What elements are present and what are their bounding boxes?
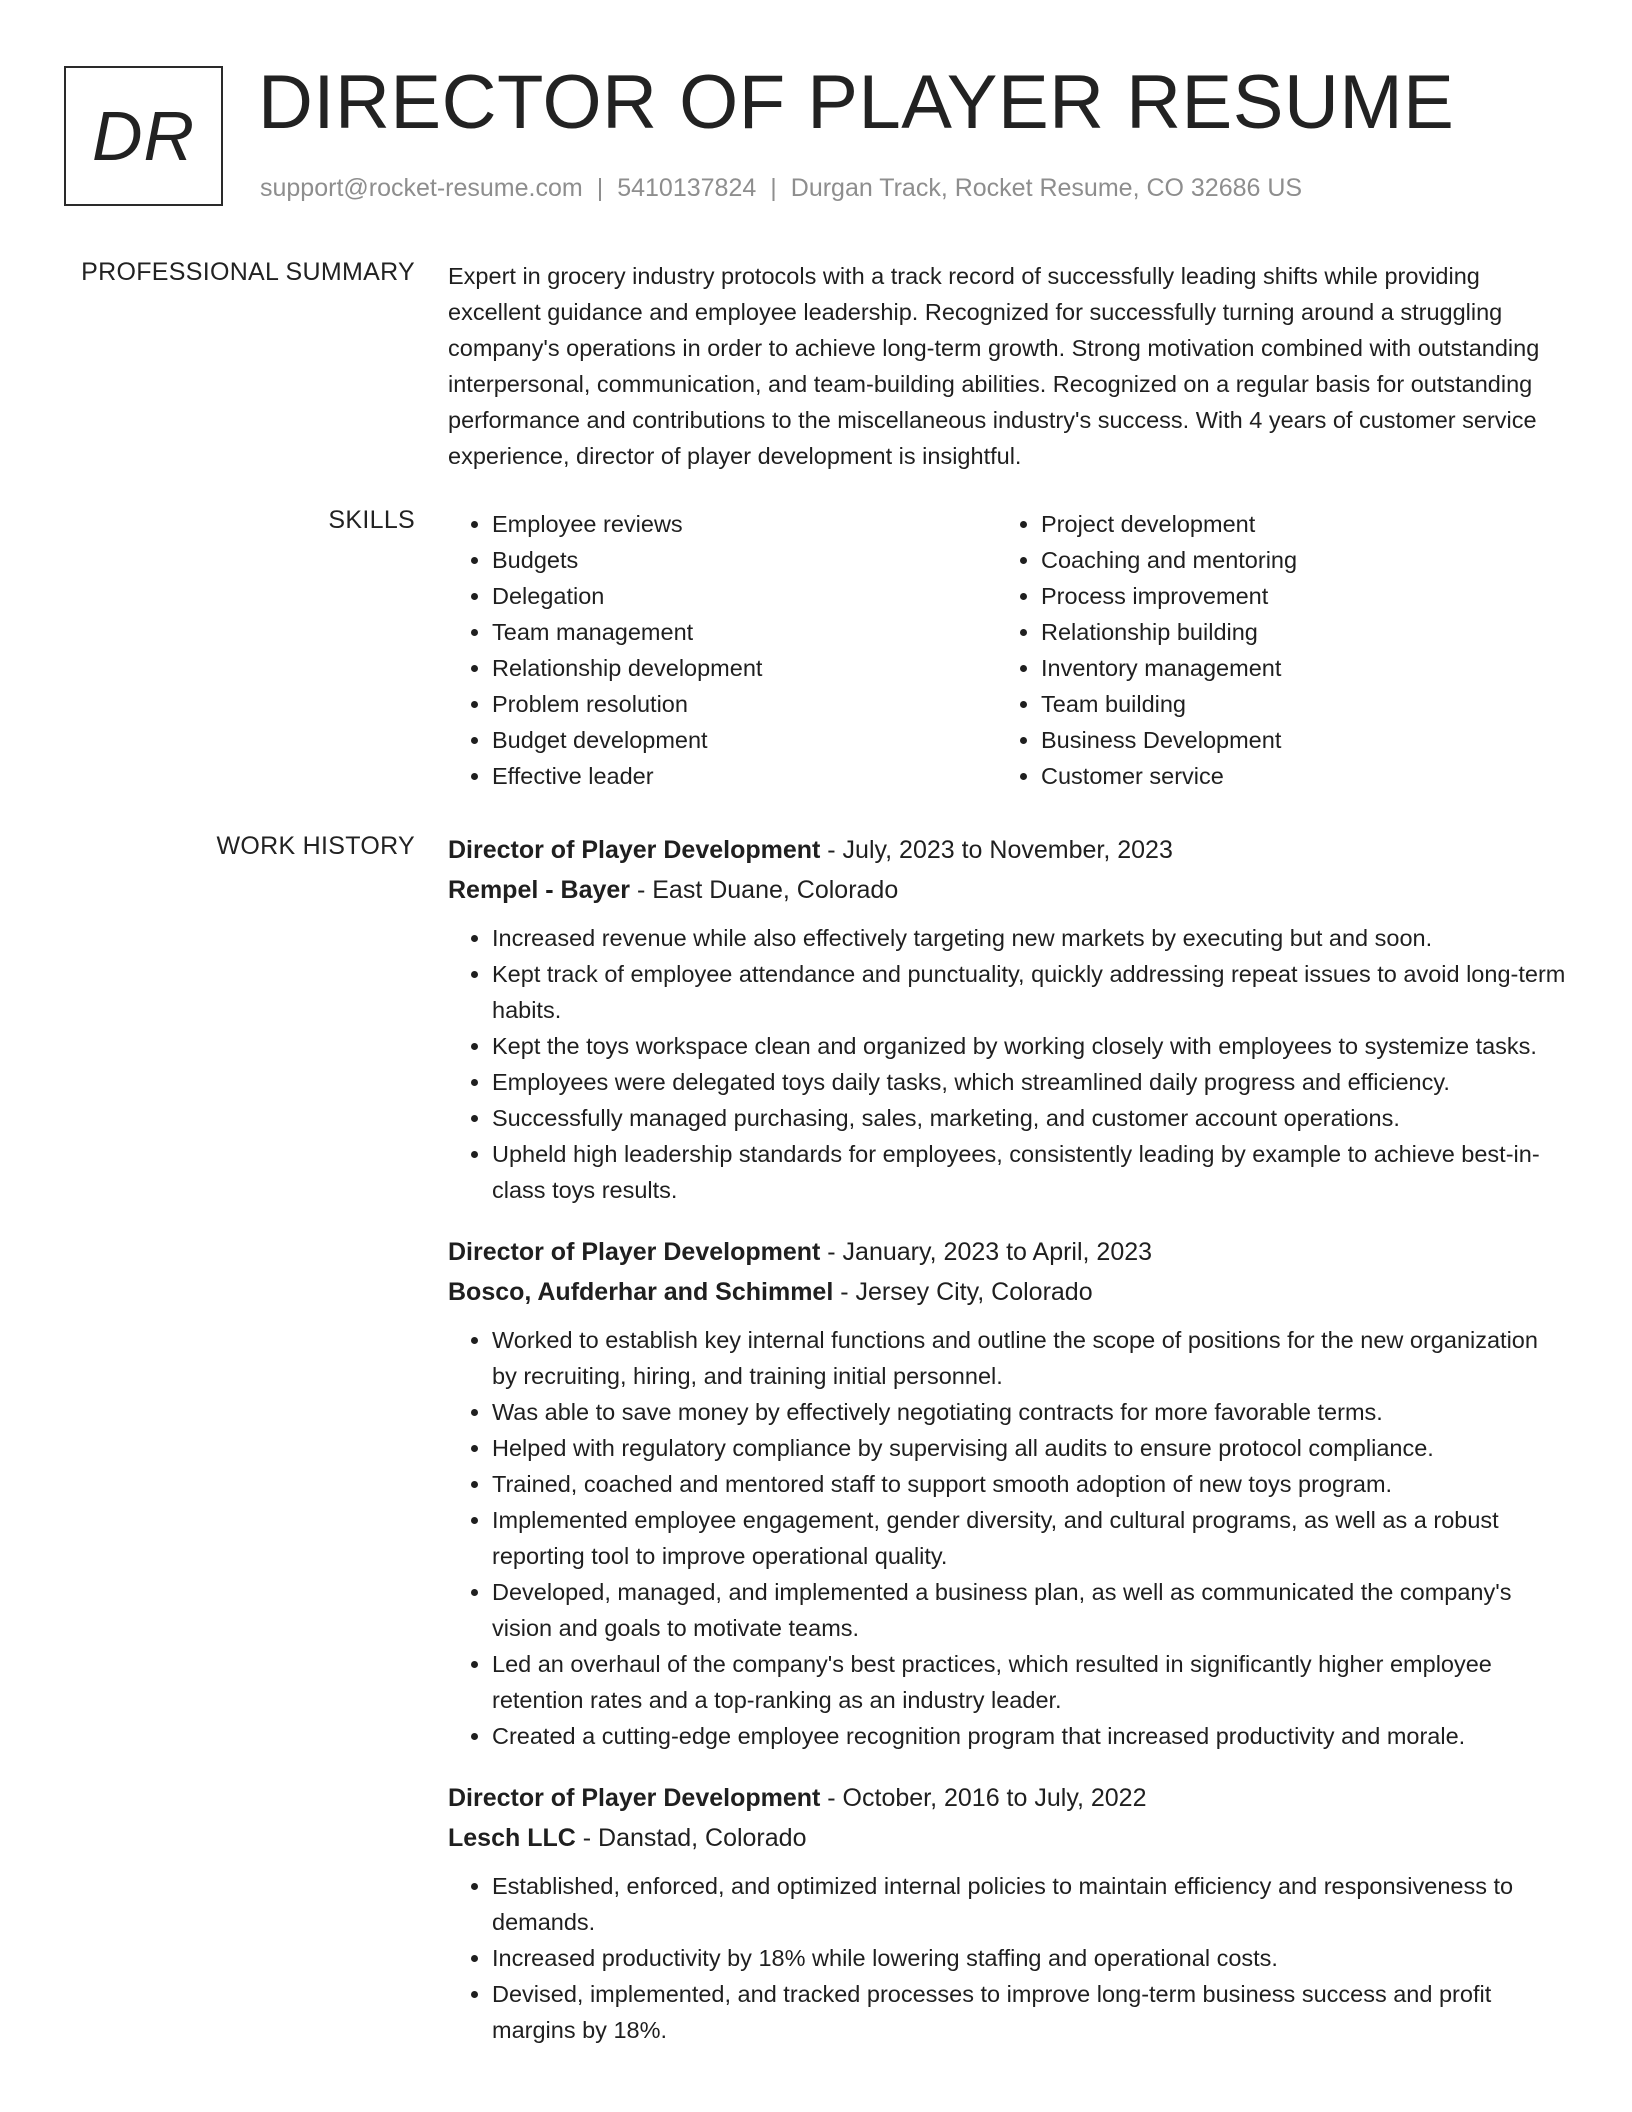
job-bullet: • Employees were delegated toys daily tasks, which streamlined daily progress and efficiency.	[492, 1064, 1568, 1100]
job-bullet: • Kept the toys workspace clean and organized by working closely with employees to systemize tasks.	[492, 1028, 1568, 1064]
job-location: - Jersey City, Colorado	[833, 1278, 1093, 1306]
job-entry	[448, 830, 1568, 1208]
job-bullet: • Developed, managed, and implemented a business plan, as well as communicated the company's vision and goals to motivate teams.	[492, 1574, 1568, 1646]
job-bullet: • Helped with regulatory compliance by supervising all audits to ensure protocol compliance.	[492, 1430, 1568, 1466]
job-bullet: • Successfully managed purchasing, sales, marketing, and customer account operations.	[492, 1100, 1568, 1136]
skill-item: • Team management	[492, 614, 997, 650]
skill-item: • Problem resolution	[492, 686, 997, 722]
job-bullet: • Worked to establish key internal functions and outline the scope of positions for the new organization by recruiting, hiring, and training initial personnel.	[492, 1322, 1568, 1394]
skill-item: • Process improvement	[1041, 578, 1546, 614]
job-company-line	[448, 870, 1568, 910]
contact-line	[260, 174, 1302, 203]
work-body	[448, 830, 1568, 2072]
job-bullet: • Led an overhaul of the company's best practices, which resulted in significantly higher employee retention rates and a top-ranking as an industry leader.	[492, 1646, 1568, 1718]
job-bullet: • Created a cutting-edge employee recognition program that increased productivity and morale.	[492, 1718, 1568, 1754]
job-entry	[448, 1232, 1568, 1754]
work-heading: WORK HISTORY	[216, 832, 415, 860]
job-bullets	[448, 1868, 1568, 2048]
skill-item: • Team building	[1041, 686, 1546, 722]
contact-phone[interactable]: 5410137824	[617, 174, 757, 202]
skill-item: • Employee reviews	[492, 506, 997, 542]
job-dates: - October, 2016 to July, 2022	[820, 1784, 1147, 1812]
job-company: Lesch LLC	[448, 1824, 576, 1852]
job-company-line	[448, 1818, 1568, 1858]
job-location: - East Duane, Colorado	[630, 876, 899, 904]
skill-item: • Effective leader	[492, 758, 997, 794]
skill-item: • Inventory management	[1041, 650, 1546, 686]
job-bullet: • Kept track of employee attendance and punctuality, quickly addressing repeat issues to avoid long-term habits.	[492, 956, 1568, 1028]
job-title: Director of Player Development	[448, 1238, 821, 1266]
job-dates: - July, 2023 to November, 2023	[820, 836, 1173, 864]
monogram-initials: DR	[91, 97, 196, 175]
summary-text: Expert in grocery industry protocols with a track record of successfully leading shifts while providing excellent guidance and employee leadership. Recognized for successfully turning around a struggling company's operations in order to achieve long-term growth. Strong motivation combined with outstanding interpersonal, communication, and team-building abilities. Recognized on a regular basis for outstanding performance and contributions to the miscellaneous industry's success. With 4 years of customer service experience, director of player development is insightful.	[448, 263, 1540, 469]
monogram-box	[64, 66, 223, 206]
resume-title: DIRECTOR OF PLAYER RESUME	[258, 60, 1455, 145]
job-company: Rempel - Bayer	[448, 876, 631, 904]
contact-email[interactable]: support@rocket-resume.com	[260, 174, 583, 202]
job-title-line	[448, 1778, 1568, 1818]
job-bullet: • Established, enforced, and optimized internal policies to maintain efficiency and responsiveness to demands.	[492, 1868, 1568, 1940]
job-bullet: • Trained, coached and mentored staff to support smooth adoption of new toys program.	[492, 1466, 1568, 1502]
skill-item: • Budgets	[492, 542, 997, 578]
skill-item: • Customer service	[1041, 758, 1546, 794]
skills-list-right	[997, 506, 1546, 794]
skill-item: • Delegation	[492, 578, 997, 614]
contact-separator: |	[596, 174, 604, 202]
contact-separator: |	[770, 174, 777, 202]
skill-item: • Relationship building	[1041, 614, 1546, 650]
contact-address: Durgan Track, Rocket Resume, CO 32686 US	[790, 174, 1303, 202]
skill-item: • Project development	[1041, 506, 1546, 542]
summary-heading: PROFESSIONAL SUMMARY	[81, 258, 415, 286]
job-bullet: • Implemented employee engagement, gender diversity, and cultural programs, as well as a robust reporting tool to improve operational quality.	[492, 1502, 1568, 1574]
job-title: Director of Player Development	[448, 1784, 821, 1812]
skill-item: • Business Development	[1041, 722, 1546, 758]
summary-body	[448, 258, 1568, 474]
job-bullet: • Increased revenue while also effectively targeting new markets by executing but and soon.	[492, 920, 1568, 956]
job-dates: - January, 2023 to April, 2023	[820, 1238, 1153, 1266]
skills-list-left	[448, 506, 997, 794]
skill-item: • Budget development	[492, 722, 997, 758]
skill-item: • Coaching and mentoring	[1041, 542, 1546, 578]
skills-body	[448, 506, 1568, 794]
job-bullet: • Increased productivity by 18% while lowering staffing and operational costs.	[492, 1940, 1568, 1976]
job-bullets	[448, 1322, 1568, 1754]
job-bullet: • Was able to save money by effectively negotiating contracts for more favorable terms.	[492, 1394, 1568, 1430]
job-bullet: • Upheld high leadership standards for employees, consistently leading by example to achieve best-in-class toys results.	[492, 1136, 1568, 1208]
job-bullets	[448, 920, 1568, 1208]
skills-heading: SKILLS	[328, 506, 415, 534]
job-location: - Danstad, Colorado	[575, 1824, 807, 1852]
job-title: Director of Player Development	[448, 836, 821, 864]
skill-item: • Relationship development	[492, 650, 997, 686]
job-title-line	[448, 830, 1568, 870]
job-entry	[448, 1778, 1568, 2048]
job-title-line	[448, 1232, 1568, 1272]
job-bullet: • Devised, implemented, and tracked processes to improve long-term business success and profit margins by 18%.	[492, 1976, 1568, 2048]
job-company: Bosco, Aufderhar and Schimmel	[448, 1278, 834, 1306]
job-company-line	[448, 1272, 1568, 1312]
